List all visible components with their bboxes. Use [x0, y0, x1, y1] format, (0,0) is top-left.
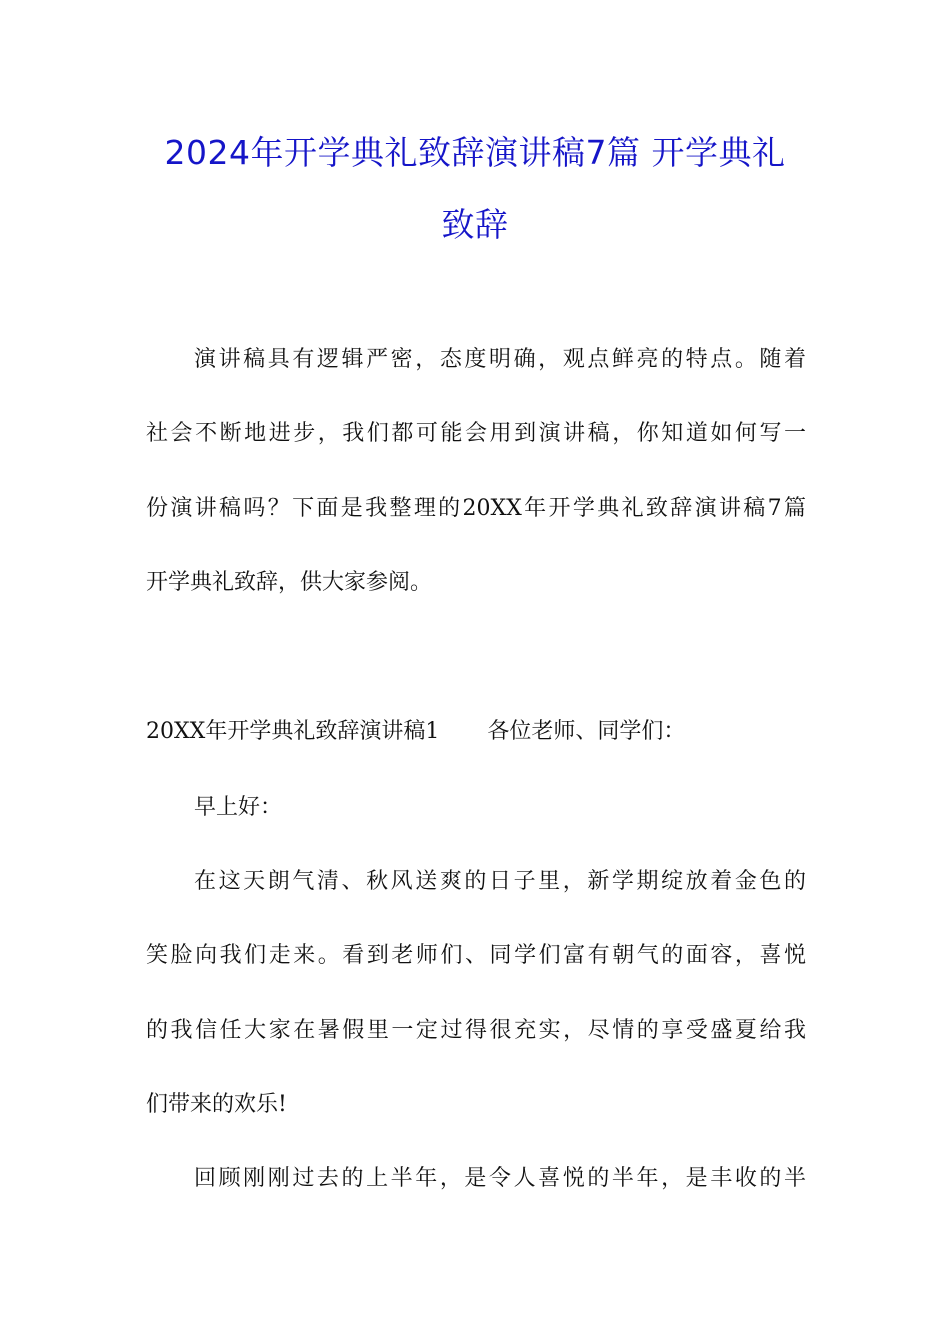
- intro-line-3: 份演讲稿吗？下面是我整理的20XX年开学典礼致辞演讲稿7篇: [146, 496, 806, 521]
- intro-line-4: 开学典礼致辞，供大家参阅。: [146, 570, 433, 595]
- salutation: 各位老师、同学们：: [487, 719, 686, 744]
- greeting: 早上好：: [194, 795, 283, 820]
- para1-line-4: 们带来的欢乐!: [146, 1092, 287, 1117]
- section-heading-line: [146, 717, 806, 747]
- para1-line-3: 的我信任大家在暑假里一定过得很充实，尽情的享受盛夏给我: [146, 1018, 806, 1043]
- document-title-line-1: 2024年开学典礼致辞演讲稿7篇 开学典礼: [164, 133, 786, 172]
- para2-line-1: 回顾刚刚过去的上半年，是令人喜悦的半年，是丰收的半: [194, 1166, 806, 1191]
- section-heading: 20XX年开学典礼致辞演讲稿1: [146, 719, 440, 744]
- intro-line-1: 演讲稿具有逻辑严密，态度明确，观点鲜亮的特点。随着: [194, 347, 806, 372]
- para1-line-2: 笑脸向我们走来。看到老师们、同学们富有朝气的面容，喜悦: [146, 943, 806, 968]
- intro-line-2: 社会不断地进步，我们都可能会用到演讲稿，你知道如何写一: [146, 421, 806, 446]
- para1-line-1: 在这天朗气清、秋风送爽的日子里，新学期绽放着金色的: [194, 869, 806, 894]
- document-title-line-2: 致辞: [441, 205, 509, 244]
